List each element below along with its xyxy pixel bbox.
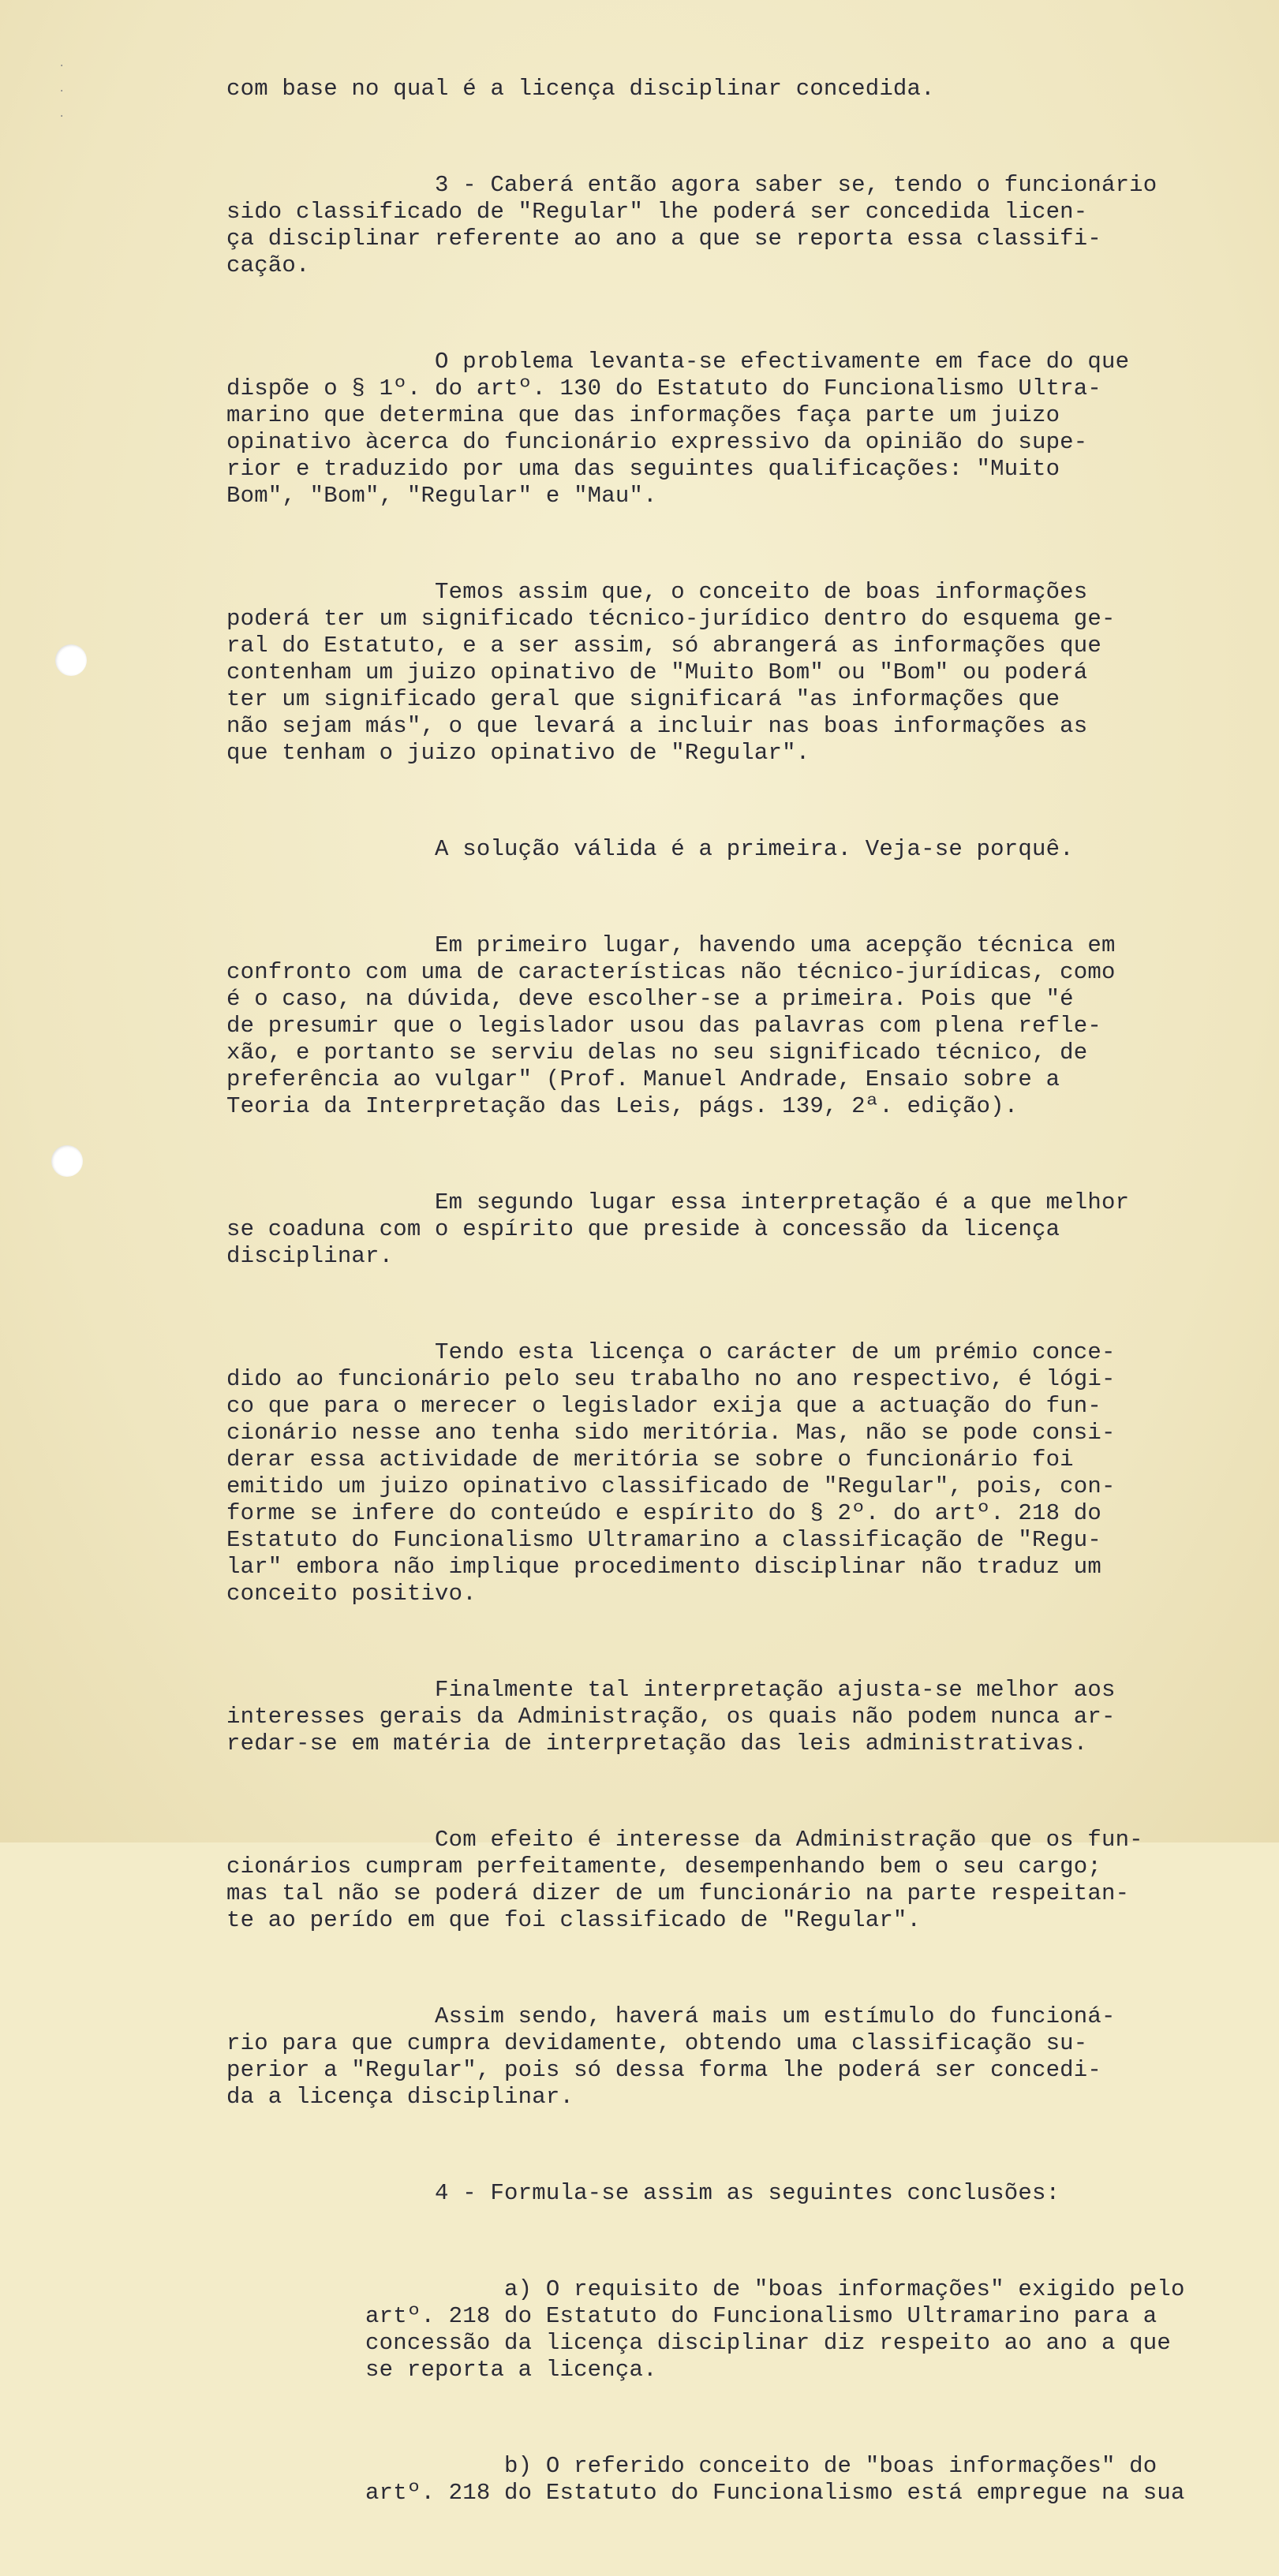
text-line: com base no qual é a licença disciplinar concedida. xyxy=(226,76,935,102)
paragraph xyxy=(226,2180,1236,2207)
text-line: te ao perído em que foi classificado de "Regular". xyxy=(226,1907,922,1933)
text-line: Teoria da Interpretação das Leis, págs. 139, 2ª. edição). xyxy=(226,1093,1019,1119)
text-line: Assim sendo, haverá mais um estímulo do funcioná- xyxy=(226,2003,1116,2029)
text-line: ter um significado geral que significará "as informações que xyxy=(226,686,1060,712)
text-line: conceito positivo. xyxy=(226,1581,477,1607)
text-line: emitido um juizo opinativo classificado de "Regular", pois, con- xyxy=(226,1473,1116,1499)
text-line: marino que determina que das informações faça parte um juizo xyxy=(226,402,1060,428)
text-line: Em segundo lugar essa interpretação é a que melhor xyxy=(226,1189,1130,1215)
text-line: Finalmente tal interpretação ajusta-se melhor aos xyxy=(226,1677,1116,1703)
text-line: opinativo àcerca do funcionário expressivo da opinião do supe- xyxy=(226,429,1088,455)
text-line: rio para que cumpra devidamente, obtendo uma classificação su- xyxy=(226,2030,1088,2056)
text-line: artº. 218 do Estatuto do Funcionalismo está empregue na sua xyxy=(226,2480,1185,2506)
text-line: dispõe o § 1º. do artº. 130 do Estatuto do Funcionalismo Ultra- xyxy=(226,375,1101,401)
text-line: concessão da licença disciplinar diz respeito ao ano a que xyxy=(226,2330,1171,2356)
paragraph xyxy=(226,836,1236,863)
text-line: O problema levanta-se efectivamente em face do que xyxy=(226,349,1130,375)
text-line: Bom", "Bom", "Regular" e "Mau". xyxy=(226,483,657,509)
text-line: perior a "Regular", pois só dessa forma lhe poderá ser concedi- xyxy=(226,2057,1101,2083)
text-line: dido ao funcionário pelo seu trabalho no ano respectivo, é lógi- xyxy=(226,1366,1116,1392)
punch-hole xyxy=(51,1145,83,1177)
paragraph xyxy=(226,932,1236,1120)
text-line: Em primeiro lugar, havendo uma acepção técnica em xyxy=(226,932,1116,958)
text-line: Temos assim que, o conceito de boas informações xyxy=(226,579,1088,605)
text-line: artº. 218 do Estatuto do Funcionalismo Ultramarino para a xyxy=(226,2303,1157,2329)
text-line: disciplinar. xyxy=(226,1243,394,1269)
text-line: a) O requisito de "boas informações" exigido pelo xyxy=(226,2276,1185,2302)
text-line: cação. xyxy=(226,252,310,278)
text-line: b) O referido conceito de "boas informações" do xyxy=(226,2453,1157,2479)
text-line: lar" embora não implique procedimento disciplinar não traduz um xyxy=(226,1554,1101,1580)
text-line: derar essa actividade de meritória se sobre o funcionário foi xyxy=(226,1447,1074,1473)
text-line: se reporta a licença. xyxy=(226,2357,657,2383)
text-line: se coaduna com o espírito que preside à concessão da licença xyxy=(226,1216,1060,1242)
paragraph xyxy=(226,2003,1236,2111)
text-line: da a licença disciplinar. xyxy=(226,2084,574,2110)
text-line: redar-se em matéria de interpretação das leis administrativas. xyxy=(226,1730,1088,1757)
text-line: sido classificado de "Regular" lhe poderá ser concedida licen- xyxy=(226,199,1088,225)
text-line: cionário nesse ano tenha sido meritória. Mas, não se pode consi- xyxy=(226,1420,1116,1446)
text-line: 4 - Formula-se assim as seguintes conclusões: xyxy=(226,2180,1060,2206)
paragraph xyxy=(226,1339,1236,1607)
text-line: preferência ao vulgar" (Prof. Manuel Andrade, Ensaio sobre a xyxy=(226,1066,1060,1092)
text-line: não sejam más", o que levará a incluir nas boas informações as xyxy=(226,713,1088,739)
text-line: poderá ter um significado técnico-jurídico dentro do esquema ge- xyxy=(226,606,1116,632)
text-line: interesses gerais da Administração, os quais não podem nunca ar- xyxy=(226,1704,1116,1730)
paragraph xyxy=(226,579,1236,767)
text-line: é o caso, na dúvida, deve escolher-se a primeira. Pois que "é xyxy=(226,986,1074,1012)
text-line: confronto com uma de características não técnico-jurídicas, como xyxy=(226,959,1116,985)
paragraph xyxy=(226,1189,1236,1270)
text-line: rior e traduzido por uma das seguintes qualificações: "Muito xyxy=(226,456,1060,482)
text-line: Com efeito é interesse da Administração que os fun- xyxy=(226,1827,1143,1853)
text-line: 3 - Caberá então agora saber se, tendo o funcionário xyxy=(226,172,1157,198)
paragraph xyxy=(226,172,1236,279)
text-line: Estatuto do Funcionalismo Ultramarino a classificação de "Regu- xyxy=(226,1527,1101,1553)
text-line: ral do Estatuto, e a ser assim, só abrangerá as informações que xyxy=(226,633,1101,659)
text-line: co que para o merecer o legislador exija que a actuação do fun- xyxy=(226,1393,1101,1419)
text-line: de presumir que o legislador usou das palavras com plena refle- xyxy=(226,1013,1101,1039)
paragraph xyxy=(226,1827,1236,1934)
paragraph xyxy=(226,2453,1236,2507)
text-line: cionários cumpram perfeitamente, desempenhando bem o seu cargo; xyxy=(226,1854,1101,1880)
paragraph xyxy=(226,349,1236,510)
text-line: A solução válida é a primeira. Veja-se porquê. xyxy=(226,836,1074,862)
punch-hole xyxy=(55,644,87,676)
paragraph xyxy=(226,1677,1236,1757)
text-line: Tendo esta licença o carácter de um prémio conce- xyxy=(226,1339,1116,1365)
text-line: xão, e portanto se serviu delas no seu significado técnico, de xyxy=(226,1040,1088,1066)
paragraph xyxy=(226,2276,1236,2384)
text-line: que tenham o juizo opinativo de "Regular". xyxy=(226,740,810,766)
text-line: mas tal não se poderá dizer de um funcionário na parte respeitan- xyxy=(226,1880,1130,1906)
paragraph xyxy=(226,76,1236,103)
text-line: contenham um juizo opinativo de "Muito Bom" ou "Bom" ou poderá xyxy=(226,659,1088,685)
margin-marks: · · · xyxy=(58,60,65,123)
text-line: forme se infere do conteúdo e espírito do § 2º. do artº. 218 do xyxy=(226,1500,1101,1526)
document-body xyxy=(226,22,1236,2576)
text-line: ça disciplinar referente ao ano a que se reporta essa classifi- xyxy=(226,226,1101,252)
